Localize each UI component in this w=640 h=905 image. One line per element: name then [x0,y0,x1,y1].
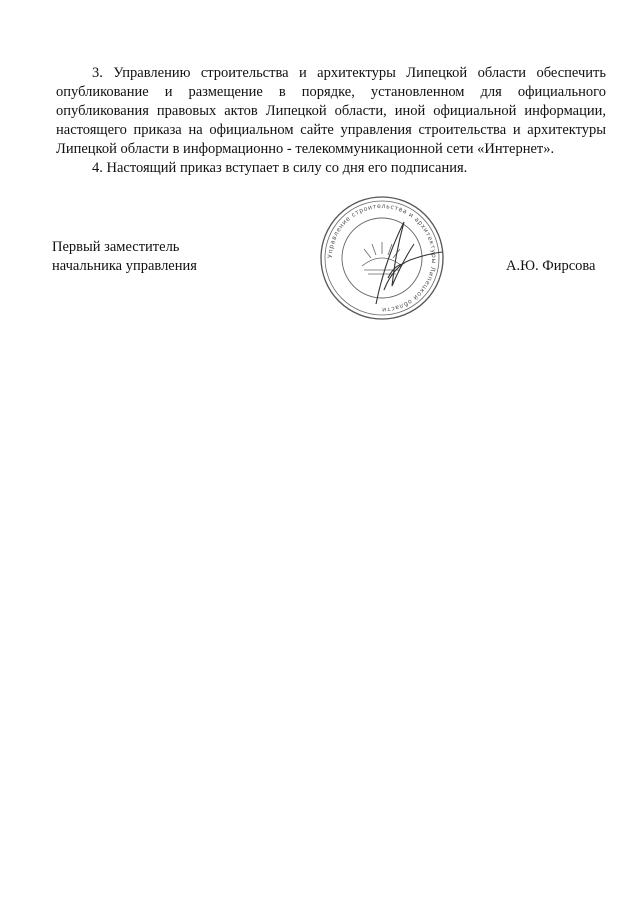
document-body [56,64,606,178]
seal-icon [318,194,446,322]
signatory-position-line2: начальника управления [52,258,197,274]
signatory-name: А.Ю. Фирсова [506,258,596,274]
official-seal-stamp [318,194,446,322]
paragraph-3: 3. Управлению строительства и архитектуры Липецкой области обеспечить опубликование и размещение в порядке, установленном для официального опубликования правовых актов Липецкой области, иной официальной информации, настоящего приказа на официальном сайте управления строительства и архитектуры Липецкой области в информационно - телекоммуникационной сети «Интернет». [56,65,606,157]
signatory-position [52,238,197,276]
signatory-position-line1: Первый заместитель [52,239,180,255]
paragraph-4: 4. Настоящий приказ вступает в силу со дня его подписания. [92,160,468,176]
seal-ring-text: Управление строительства и архитектуры Липецкой области [326,202,438,314]
